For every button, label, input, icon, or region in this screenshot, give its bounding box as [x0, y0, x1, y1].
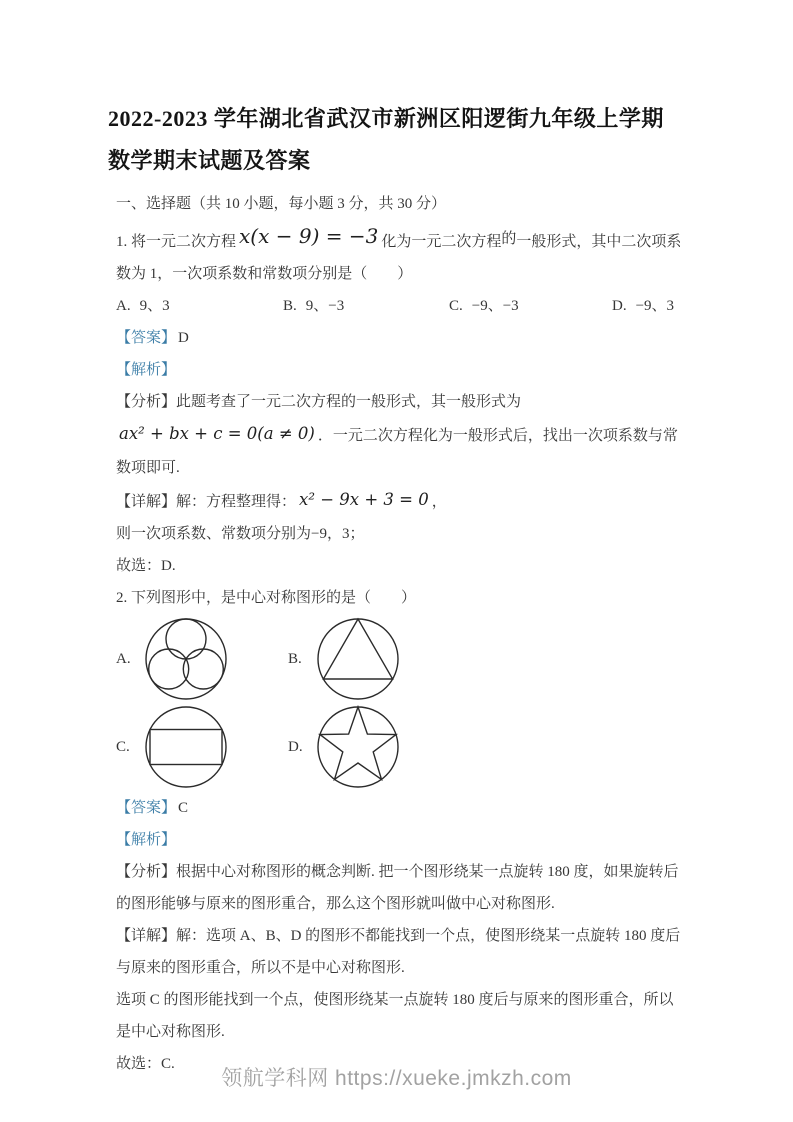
q2-detail-text-1: 解：选项 A、B、D 的图形不都能找到一个点，使图形绕某一点旋转 180 度后与原来的图形重合，所以不是中心对称图形.	[116, 928, 681, 976]
q1-answer-line	[116, 322, 685, 354]
q1-analysis-header-tag: 【解析】	[116, 362, 177, 378]
q1-option-d-label: D.	[612, 298, 627, 314]
q2-analysis-header-line	[116, 824, 685, 856]
q2-detail-label: 【详解】	[116, 928, 177, 944]
q2-detail-paragraph-2: 选项 C 的图形能找到一个点，使图形绕某一点旋转 180 度后与原来的图形重合，所以是中心对称图形.	[116, 992, 674, 1040]
q2-figure-b-label: B.	[288, 650, 302, 667]
q1-option-a	[116, 290, 283, 322]
trefoil-in-circle-figure	[144, 617, 228, 701]
q1-analysis-text-after: ．一元二次方程化为一般形式后，找出一次项系数与常数项即可.	[116, 428, 678, 476]
q1-answer-value: D	[178, 330, 189, 346]
q1-stem-prefix: 1. 将一元二次方程	[116, 234, 237, 250]
q1-analysis-header-line	[116, 354, 685, 386]
q2-detail-paragraph-1	[116, 920, 685, 984]
q1-analysis-text-before: 此题考查了一元二次方程的一般形式，其一般形式为	[176, 394, 522, 410]
q2-conclusion: 故选：C.	[116, 1056, 175, 1072]
q1-option-c-value: −9、−3	[471, 298, 519, 314]
q1-stem-mid: 化为一元二次方程	[381, 234, 502, 250]
q2-answer-line	[116, 792, 685, 824]
triangle-in-circle-figure	[316, 617, 400, 701]
q2-figure-option-a	[116, 617, 288, 701]
q2-analysis-paragraph	[116, 856, 685, 920]
q2-analysis-header-tag: 【解析】	[116, 832, 177, 848]
q1-stem-raised-char: 的	[501, 231, 517, 247]
q1-option-d-value: −9、3	[635, 298, 675, 314]
q1-detail-paragraph	[116, 484, 685, 518]
q1-option-b-value: 9、−3	[305, 298, 345, 314]
q2-figure-option-d	[288, 705, 460, 789]
q1-general-form-formula: ax² + bx + c = 0(a ≠ 0)	[119, 424, 315, 443]
q2-figure-option-c	[116, 705, 288, 789]
section-heading: 一、选择题（共 10 小题，每小题 3 分，共 30 分）	[116, 196, 447, 212]
q2-answer-value: C	[178, 800, 189, 816]
q1-detail-text-after: ，	[431, 494, 447, 510]
q1-detail-text-before: 解：方程整理得：	[176, 494, 297, 510]
q1-conclusion: 故选：D.	[116, 558, 176, 574]
q1-stem-tail: 一般形式，其中二次项系数为 1，一次项系数和常数项分别是（ ）	[116, 234, 682, 282]
q2-analysis-text: 根据中心对称图形的概念判断. 把一个图形绕某一点旋转 180 度，如果旋转后的图形能够与原来的图形重合，那么这个图形就叫做中心对称图形.	[116, 864, 679, 912]
q2-figure-option-b	[288, 617, 460, 701]
q2-answer-tag: 【答案】	[116, 800, 177, 816]
q2-figure-grid	[116, 617, 685, 789]
question-1-stem	[116, 220, 685, 290]
question-2-stem: 2. 下列图形中，是中心对称图形的是（ ）	[116, 590, 417, 606]
q1-option-c	[449, 290, 612, 322]
q2-figure-a-label: A.	[116, 650, 131, 667]
star-in-circle-figure	[316, 705, 400, 789]
q2-analysis-label: 【分析】	[116, 864, 177, 880]
q1-analysis-paragraph	[116, 386, 685, 484]
q1-option-b	[283, 290, 449, 322]
q1-option-b-label: B.	[283, 298, 297, 314]
document-title: 2022-2023 学年湖北省武汉市新洲区阳逻街九年级上学期数学期末试题及答案	[108, 106, 664, 173]
q1-equation-formula: x(x − 9) = −3	[239, 224, 379, 248]
q1-answer-tag: 【答案】	[116, 330, 177, 346]
q2-figure-c-label: C.	[116, 738, 130, 755]
q1-rearranged-formula: x² − 9x + 3 = 0	[299, 490, 429, 509]
q1-option-a-value: 9、3	[139, 298, 170, 314]
q1-analysis-label: 【分析】	[116, 394, 177, 410]
q1-options-row	[116, 290, 685, 322]
q1-detail-label: 【详解】	[116, 494, 177, 510]
rectangle-in-circle-figure	[144, 705, 228, 789]
q1-option-c-label: C.	[449, 298, 463, 314]
q1-detail-line2: 则一次项系数、常数项分别为−9，3；	[116, 526, 365, 542]
q1-option-d	[612, 290, 674, 322]
watermark-footer: 领航学科网 https://xueke.jmkzh.com	[221, 1067, 572, 1090]
q2-figure-d-label: D.	[288, 738, 303, 755]
q1-option-a-label: A.	[116, 298, 131, 314]
